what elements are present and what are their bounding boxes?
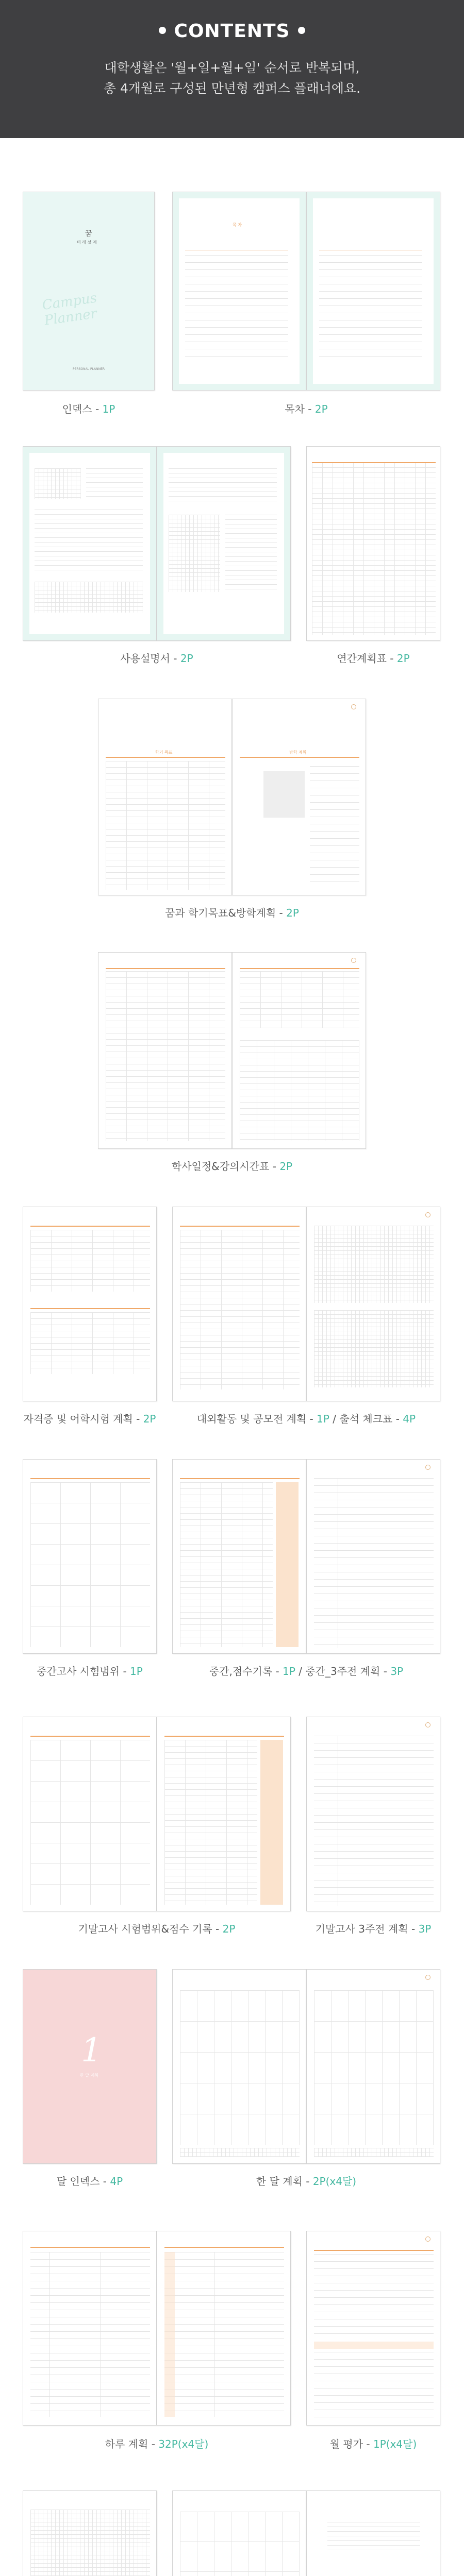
midrange-page-thumbnail (23, 1459, 157, 1654)
cert-grid (30, 1312, 150, 1374)
dream-page-thumbnail-right (232, 699, 366, 895)
caption-finalrange: 기말고사 시험범위&점수 기록 - 2P (78, 1923, 236, 1935)
schedule-header-line (240, 968, 359, 969)
contents-header (0, 0, 464, 138)
caption-count: 4P (110, 2175, 123, 2188)
caption-name: 하루 계획 (105, 2438, 148, 2450)
caption-extra-count: 3P (390, 1665, 404, 1677)
midscore-page-thumbnail (172, 1459, 306, 1654)
dream-header-line (240, 757, 359, 758)
caption-count: 2P (222, 1923, 236, 1935)
caption-extra-name: 중간_3주전 계획 (305, 1665, 380, 1677)
dream-goal-grid (106, 761, 225, 890)
caption-dream: 꿈과 학기목표&방학계획 - 2P (165, 907, 299, 919)
caption-monthidx: 달 인덱스 - 4P (56, 2175, 123, 2188)
personal-page-thumbnail (306, 2490, 440, 2576)
dream-page-thumbnail (98, 699, 232, 895)
monthly-calendar-grid (180, 1990, 300, 2145)
finalrange-page-thumbnail (23, 1717, 157, 1911)
caption-count: 3P (418, 1923, 432, 1935)
caption-name: 자격증 및 어학시험 계획 (23, 1413, 133, 1425)
manual-diagram (169, 515, 220, 592)
toc-right-page (313, 198, 434, 384)
manual-text-lines (169, 468, 277, 504)
final3weeks-page-thumbnail (306, 1717, 440, 1911)
header-subtitle-line: 총 4개월로 구성된 만년형 캠퍼스 플래너에요. (103, 81, 361, 96)
caption-name: 인덱스 (62, 403, 92, 415)
index-page-thumbnail (23, 192, 155, 391)
page-marker-icon (425, 1212, 430, 1217)
monthidx-page-thumbnail (23, 1969, 157, 2164)
caption-monthly: 한 달 계획 - 2P(x4달) (256, 2175, 357, 2188)
monthly-calendar-grid (314, 1990, 434, 2145)
attendance-grid (314, 1310, 434, 1387)
caption-schedule: 학사일정&강의시간표 - 2P (171, 1160, 293, 1173)
personal-info-lines (327, 2522, 420, 2553)
manual-text-lines (86, 468, 143, 499)
dream-header-line (106, 757, 225, 758)
daily-check-column (164, 2252, 175, 2417)
timetable-grid (240, 1040, 359, 1141)
dream-goal-label: 학기 목표 (155, 750, 173, 755)
daily-header-line (164, 2247, 284, 2248)
toc-entry-lines (319, 255, 422, 358)
schedule-grid (106, 971, 225, 1141)
schedule-page-thumbnail-right (232, 952, 366, 1149)
monthly-page-thumbnail (172, 1969, 306, 2164)
vacation-page-thumbnail (172, 2490, 306, 2576)
manual-right-page (163, 453, 284, 634)
finalscore-page-thumbnail (157, 1717, 291, 1911)
midrange-header-line (30, 1478, 150, 1479)
caption-count: 1P (283, 1665, 295, 1677)
attendance-page-thumbnail (306, 1207, 440, 1401)
yearly-grid (312, 462, 436, 635)
caption-midscore: 중간,점수기록 - 1P / 중간_3주전 계획 - 3P (209, 1665, 404, 1677)
schedule-grid (240, 971, 359, 1028)
caption-count: 2P(x4달) (312, 2175, 357, 2188)
attendance-grid (314, 1226, 434, 1303)
month-index-number: 1 (81, 2031, 102, 2070)
yearly-page-thumbnail (306, 446, 440, 641)
cert-page-thumbnail (23, 1207, 157, 1401)
caption-name: 달 인덱스 (56, 2175, 100, 2188)
monthreview-page-thumbnail (306, 2231, 440, 2426)
activity-grid (180, 1230, 300, 1389)
manual-page-thumbnail (23, 446, 157, 641)
caption-count: 2P (279, 1160, 293, 1173)
cover-script-text: Campus Planner (41, 290, 98, 329)
vacation-calendar-grid (180, 2512, 300, 2576)
final3weeks-lines (314, 1736, 434, 1906)
header-subtitle-line: 대학생활은 '월+일+월+일' 순서로 반복되며, (104, 60, 360, 75)
caption-name: 연간계획표 (337, 652, 387, 665)
daily-lines (164, 2252, 284, 2417)
caption-count: 2P (396, 652, 410, 665)
finalscore-grid (164, 1740, 257, 1905)
dream-plan-label: 방학 계획 (289, 750, 307, 755)
daily-header-line (30, 2247, 150, 2248)
caption-daily: 하루 계획 - 32P(x4달) (105, 2438, 209, 2450)
caption-count: 1P (317, 1413, 329, 1425)
caption-count: 2P (314, 403, 328, 415)
cert-header-line (30, 1308, 150, 1309)
caption-monthreview: 월 평가 - 1P(x4달) (329, 2438, 417, 2450)
manual-left-page (29, 453, 150, 634)
monthreview-header-line (314, 2250, 434, 2251)
toc-left-page (179, 198, 300, 384)
activity-header-line (180, 1226, 300, 1227)
toc-page-thumbnail-right (306, 192, 440, 391)
manual-page-thumbnail-right (157, 446, 291, 641)
caption-count: 1P (102, 403, 115, 415)
caption-count: 2P (143, 1413, 156, 1425)
schedule-header-line (106, 968, 225, 969)
daily-page-thumbnail (23, 2231, 157, 2426)
caption-yearly: 연간계획표 - 2P (337, 652, 410, 665)
semreview-page-thumbnail (23, 2490, 157, 2576)
dream-plan-block (263, 771, 305, 818)
finalscore-score-column (260, 1740, 283, 1905)
caption-activity: 대외활동 및 공모전 계획 - 1P / 출석 체크표 - 4P (196, 1413, 416, 1425)
bullet-dot-icon (298, 27, 305, 34)
cert-header-line (30, 1226, 150, 1227)
caption-name: 한 달 계획 (256, 2175, 303, 2188)
caption-final3: 기말고사 3주전 계획 - 3P (315, 1923, 432, 1935)
page-marker-icon (351, 958, 356, 963)
midscore-grid (180, 1482, 273, 1647)
caption-name: 월 평가 (329, 2438, 363, 2450)
monthly-tracker-row (180, 2148, 300, 2157)
monthly-page-thumbnail-right (306, 1969, 440, 2164)
caption-extra-name: 출석 체크표 (339, 1413, 393, 1425)
toc-title: 목 차 (233, 223, 242, 227)
manual-text-lines (225, 515, 277, 592)
mid3weeks-lines (314, 1478, 434, 1648)
caption-name: 대외활동 및 공모전 계획 (196, 1413, 307, 1425)
page-marker-icon (425, 1465, 430, 1470)
midrange-grid (30, 1482, 150, 1647)
header-title-text: CONTENTS (174, 21, 290, 42)
cover-logo-text: 미 래 설 계 (77, 240, 97, 245)
caption-name: 목차 (285, 403, 305, 415)
midscore-score-column (276, 1482, 299, 1647)
daily-lines (30, 2252, 150, 2417)
caption-cert: 자격증 및 어학시험 계획 - 2P (23, 1413, 156, 1425)
monthreview-lines (314, 2352, 434, 2419)
finalrange-grid (30, 1740, 150, 1905)
caption-count: 1P (130, 1665, 143, 1677)
page-marker-icon (351, 704, 356, 709)
cover-footer-text: PERSONAL PLANNER (73, 367, 105, 371)
finalrange-header-line (30, 1736, 150, 1737)
caption-count: 2P (180, 652, 193, 665)
caption-index: 인덱스 - 1P (62, 403, 115, 415)
activity-page-thumbnail (172, 1207, 306, 1401)
yearly-header-line (312, 462, 436, 463)
caption-count: 32P(x4달) (158, 2438, 209, 2450)
manual-diagram (35, 468, 81, 499)
semreview-chart-grid (30, 2510, 150, 2576)
page-marker-icon (425, 1975, 430, 1980)
caption-name: 사용설명서 (120, 652, 170, 665)
toc-entry-lines (185, 255, 288, 358)
bullet-dot-icon (159, 27, 166, 34)
daily-page-thumbnail-right (157, 2231, 291, 2426)
caption-midrange: 중간고사 시험범위 - 1P (37, 1665, 143, 1677)
caption-name: 기말고사 시험범위&점수 기록 (78, 1923, 212, 1935)
header-subtitle (0, 58, 464, 99)
caption-toc: 목차 - 2P (285, 403, 328, 415)
monthreview-lines (314, 2254, 434, 2336)
manual-diagram (35, 582, 143, 613)
toc-page-thumbnail (172, 192, 306, 391)
cert-grid (30, 1230, 150, 1292)
caption-name: 학사일정&강의시간표 (171, 1160, 270, 1173)
caption-name: 중간,점수기록 (209, 1665, 273, 1677)
page-marker-icon (425, 1722, 430, 1727)
header-title (0, 21, 464, 42)
cover-logo-mark: 꿈 (85, 230, 92, 238)
dream-plan-lines (310, 766, 359, 885)
manual-text-lines (35, 510, 143, 571)
finalscore-header-line (164, 1736, 284, 1737)
monthreview-band (314, 2342, 434, 2349)
monthly-tracker-row (314, 2148, 434, 2157)
caption-count: 1P(x4달) (373, 2438, 417, 2450)
month-index-label: 한 달 계획 (80, 2073, 98, 2078)
page-marker-icon (425, 2236, 430, 2242)
schedule-page-thumbnail (98, 952, 232, 1149)
caption-count: 2P (286, 907, 299, 919)
midscore-header-line (180, 1478, 300, 1479)
caption-manual: 사용설명서 - 2P (120, 652, 193, 665)
caption-name: 꿈과 학기목표&방학계획 (165, 907, 276, 919)
mid3weeks-page-thumbnail (306, 1459, 440, 1654)
caption-extra-count: 4P (403, 1413, 416, 1425)
caption-name: 기말고사 3주전 계획 (315, 1923, 408, 1935)
caption-name: 중간고사 시험범위 (37, 1665, 120, 1677)
